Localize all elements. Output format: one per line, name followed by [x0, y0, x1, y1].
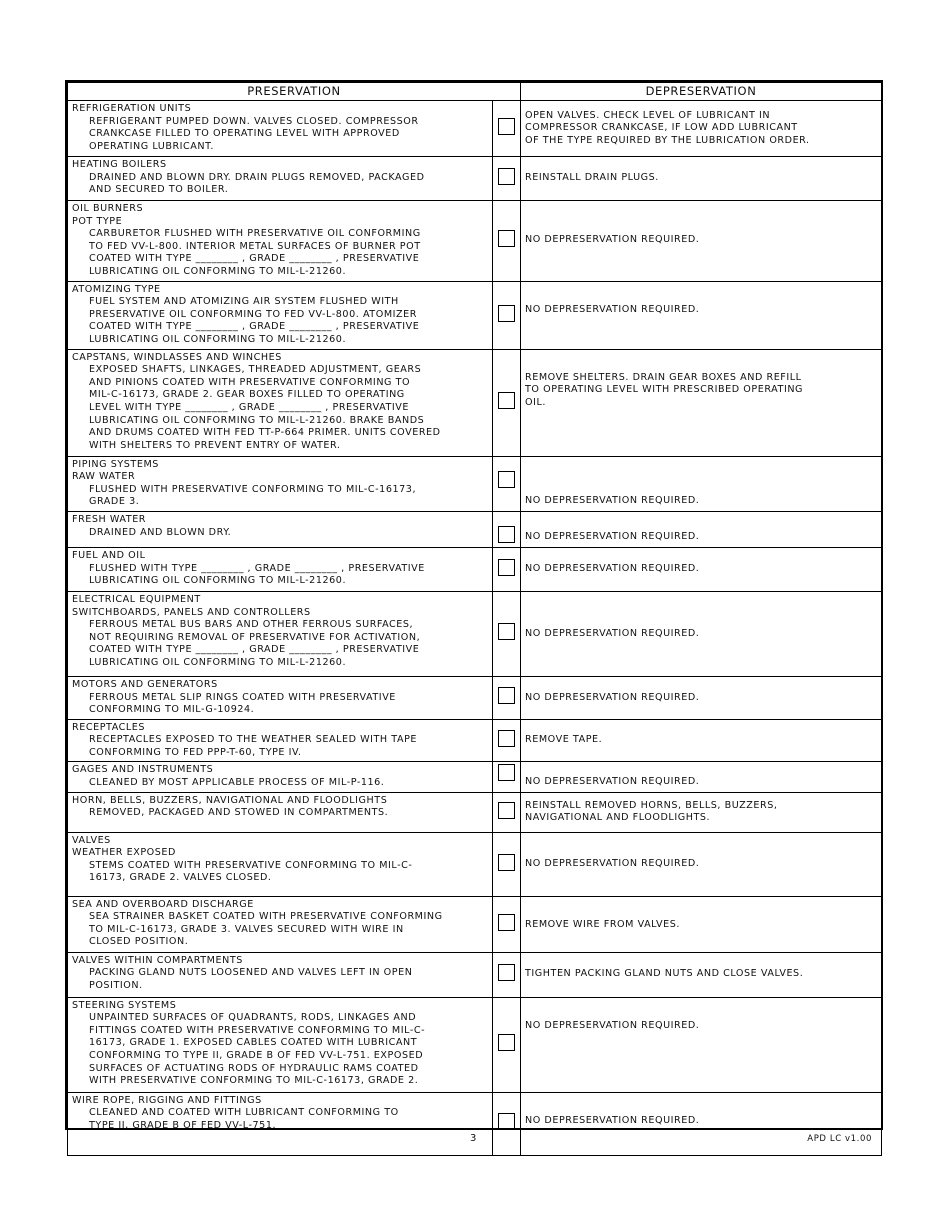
preservation-text: CARBURETOR FLUSHED WITH PRESERVATIVE OIL CONFORMING TO FED VV-L-800. INTERIOR METAL SURFACES OF BURNER POT COATED WITH TYPE ________ , GRADE ________ , PRESERVATIVE LUBRICATING OIL CONFORMING TO MIL-L-21260.: [89, 228, 421, 277]
preservation-cell: [68, 997, 493, 1092]
section-heading: GAGES AND INSTRUMENTS: [72, 764, 214, 776]
completion-checkbox[interactable]: [498, 914, 515, 931]
depreservation-text: NO DEPRESERVATION REQUIRED.: [521, 201, 882, 282]
table-row: [68, 719, 882, 762]
checkbox-cell: [493, 997, 521, 1092]
section-heading: REFRIGERATION UNITS: [72, 103, 192, 114]
checkbox-cell: [493, 591, 521, 676]
table-row: [68, 997, 882, 1092]
completion-checkbox[interactable]: [498, 623, 515, 640]
table-row: [68, 952, 882, 997]
preservation-cell: [68, 101, 493, 157]
section-heading: WIRE ROPE, RIGGING AND FITTINGS: [72, 1094, 262, 1106]
checkbox-cell: [493, 547, 521, 591]
preservation-text: FLUSHED WITH PRESERVATIVE CONFORMING TO MIL-C-16173, GRADE 3.: [89, 483, 417, 508]
preservation-cell: [68, 201, 493, 282]
preservation-text: FLUSHED WITH TYPE ________ , GRADE ________ , PRESERVATIVE LUBRICATING OIL CONFORMING TO MIL-L-21260.: [89, 562, 425, 587]
section-heading: OIL BURNERS: [72, 203, 144, 214]
preservation-text: DRAINED AND BLOWN DRY.: [89, 526, 232, 538]
completion-checkbox[interactable]: [498, 168, 515, 185]
completion-checkbox[interactable]: [498, 1034, 515, 1051]
preservation-text: UNPAINTED SURFACES OF QUADRANTS, RODS, LINKAGES AND FITTINGS COATED WITH PRESERVATIVE CONFORMING TO MIL-C- 16173, GRADE 1. EXPOSED CABLES COATED WITH LUBRICANT CONFORMING TO TYPE II, GRADE B OF FED VV-L-751. EXPOSED SURFACES OF ACTUATING RODS OF HYDRAULIC RAMS COATED WITH PRESERVATIVE CONFORMING TO MIL-C-16173, GRADE 2.: [89, 1012, 426, 1087]
depreservation-text: REMOVE SHELTERS. DRAIN GEAR BOXES AND REFILL TO OPERATING LEVEL WITH PRESCRIBED OPERATING OIL.: [521, 349, 882, 456]
table-row: [68, 896, 882, 952]
preservation-header: PRESERVATION: [68, 83, 521, 101]
completion-checkbox[interactable]: [498, 305, 515, 322]
preservation-text: STEMS COATED WITH PRESERVATIVE CONFORMING TO MIL-C- 16173, GRADE 2. VALVES CLOSED.: [89, 859, 413, 884]
preservation-text: REFRIGERANT PUMPED DOWN. VALVES CLOSED. COMPRESSOR CRANKCASE FILLED TO OPERATING LEVEL WITH APPROVED OPERATING LUBRICANT.: [89, 115, 419, 152]
section-heading: ATOMIZING TYPE: [72, 283, 161, 295]
depreservation-text: NO DEPRESERVATION REQUIRED.: [521, 1092, 882, 1155]
depreservation-text: NO DEPRESERVATION REQUIRED.: [521, 591, 882, 676]
depreservation-text: REMOVE TAPE.: [521, 719, 882, 762]
table-row: [68, 157, 882, 201]
completion-checkbox[interactable]: [498, 1113, 515, 1130]
preservation-form: [65, 80, 883, 1130]
section-heading: PIPING SYSTEMS: [72, 458, 159, 470]
checkbox-cell: [493, 952, 521, 997]
section-heading: SWITCHBOARDS, PANELS AND CONTROLLERS: [72, 606, 311, 618]
depreservation-text: NO DEPRESERVATION REQUIRED.: [521, 456, 882, 511]
completion-checkbox[interactable]: [498, 802, 515, 819]
depreservation-text: TIGHTEN PACKING GLAND NUTS AND CLOSE VALVES.: [521, 952, 882, 997]
preservation-cell: [68, 792, 493, 832]
checkbox-cell: [493, 676, 521, 719]
checkbox-cell: [493, 762, 521, 792]
checkbox-cell: [493, 201, 521, 282]
preservation-text: EXPOSED SHAFTS, LINKAGES, THREADED ADJUSTMENT, GEARS AND PINIONS COATED WITH PRESERVATIVE CONFORMING TO MIL-C-16173, GRADE 2. GEAR BOXES FILLED TO OPERATING LEVEL WITH TYPE ________ , GRADE ________ , PRESERVATIVE LUBRICATING OIL CONFORMING TO MIL-L-21260. BRAKE BANDS AND DRUMS COATED WITH FED TT-P-664 PRIMER. UNITS COVERED WITH SHELTERS TO PREVENT ENTRY OF WATER.: [89, 364, 441, 451]
preservation-cell: [68, 157, 493, 201]
table-row: [68, 792, 882, 832]
table-row: [68, 101, 882, 157]
depreservation-text: REINSTALL DRAIN PLUGS.: [521, 157, 882, 201]
preservation-text: CLEANED AND COATED WITH LUBRICANT CONFORMING TO TYPE II, GRADE B OF FED VV-L-751.: [89, 1107, 399, 1131]
preservation-text: SEA STRAINER BASKET COATED WITH PRESERVATIVE CONFORMING TO MIL-C-16173, GRADE 3. VALVES SECURED WITH WIRE IN CLOSED POSITION.: [89, 911, 443, 948]
depreservation-text: REMOVE WIRE FROM VALVES.: [521, 896, 882, 952]
completion-checkbox[interactable]: [498, 764, 515, 781]
preservation-cell: [68, 762, 493, 792]
table-row: [68, 349, 882, 456]
preservation-cell: [68, 896, 493, 952]
preservation-cell: [68, 349, 493, 456]
preservation-cell: [68, 676, 493, 719]
section-heading: CAPSTANS, WINDLASSES AND WINCHES: [72, 351, 282, 363]
section-heading: HEATING BOILERS: [72, 159, 167, 170]
depreservation-text: NO DEPRESERVATION REQUIRED.: [521, 281, 882, 349]
depreservation-text: NO DEPRESERVATION REQUIRED.: [521, 832, 882, 896]
section-heading: VALVES WITHIN COMPARTMENTS: [72, 954, 243, 966]
section-heading: VALVES: [72, 834, 111, 846]
depreservation-text: REINSTALL REMOVED HORNS, BELLS, BUZZERS, NAVIGATIONAL AND FLOODLIGHTS.: [521, 792, 882, 832]
preservation-cell: [68, 952, 493, 997]
section-heading: MOTORS AND GENERATORS: [72, 678, 218, 690]
checkbox-cell: [493, 281, 521, 349]
table-row: [68, 676, 882, 719]
table-row: [68, 201, 882, 282]
preservation-text: RECEPTACLES EXPOSED TO THE WEATHER SEALED WITH TAPE CONFORMING TO FED PPP-T-60, TYPE IV.: [89, 734, 418, 758]
section-heading: HORN, BELLS, BUZZERS, NAVIGATIONAL AND FLOODLIGHTS: [72, 794, 388, 806]
completion-checkbox[interactable]: [498, 559, 515, 576]
table-row: [68, 511, 882, 547]
completion-checkbox[interactable]: [498, 964, 515, 981]
completion-checkbox[interactable]: [498, 526, 515, 543]
section-heading: POT TYPE: [72, 215, 123, 227]
depreservation-text: NO DEPRESERVATION REQUIRED.: [521, 762, 882, 792]
table-row: [68, 281, 882, 349]
preservation-cell: [68, 281, 493, 349]
form-version: APD LC v1.00: [807, 1134, 872, 1144]
depreservation-text: NO DEPRESERVATION REQUIRED.: [521, 997, 882, 1092]
preservation-text: FUEL SYSTEM AND ATOMIZING AIR SYSTEM FLUSHED WITH PRESERVATIVE OIL CONFORMING TO FED VV-L-800. ATOMIZER COATED WITH TYPE ________ , GRADE ________ , PRESERVATIVE LUBRICATING OIL CONFORMING TO MIL-L-21260.: [89, 296, 420, 345]
checkbox-cell: [493, 1092, 521, 1155]
depreservation-text: NO DEPRESERVATION REQUIRED.: [521, 547, 882, 591]
completion-checkbox[interactable]: [498, 687, 515, 704]
section-heading: ELECTRICAL EQUIPMENT: [72, 593, 201, 605]
depreservation-header: DEPRESERVATION: [521, 83, 882, 101]
preservation-cell: [68, 456, 493, 511]
checkbox-cell: [493, 157, 521, 201]
page-number: 3: [470, 1133, 477, 1144]
preservation-text: FERROUS METAL SLIP RINGS COATED WITH PRESERVATIVE CONFORMING TO MIL-G-10924.: [89, 691, 396, 716]
completion-checkbox[interactable]: [498, 471, 515, 488]
checkbox-cell: [493, 349, 521, 456]
table-row: [68, 547, 882, 591]
preservation-cell: [68, 1092, 493, 1155]
section-heading: FRESH WATER: [72, 513, 147, 525]
completion-checkbox[interactable]: [498, 730, 515, 747]
depreservation-text: NO DEPRESERVATION REQUIRED.: [521, 511, 882, 547]
completion-checkbox[interactable]: [498, 118, 515, 135]
header-row: [68, 83, 882, 101]
table-row: [68, 456, 882, 511]
section-heading: STEERING SYSTEMS: [72, 999, 177, 1011]
completion-checkbox[interactable]: [498, 392, 515, 409]
checkbox-cell: [493, 896, 521, 952]
preservation-text: PACKING GLAND NUTS LOOSENED AND VALVES LEFT IN OPEN POSITION.: [89, 967, 413, 991]
preservation-cell: [68, 511, 493, 547]
preservation-cell: [68, 591, 493, 676]
checkbox-cell: [493, 792, 521, 832]
table-row: [68, 591, 882, 676]
checkbox-cell: [493, 101, 521, 157]
checkbox-cell: [493, 719, 521, 762]
table-row: [68, 832, 882, 896]
checkbox-cell: [493, 832, 521, 896]
section-heading: FUEL AND OIL: [72, 549, 146, 561]
table-row: [68, 762, 882, 792]
preservation-text: FERROUS METAL BUS BARS AND OTHER FERROUS SURFACES, NOT REQUIRING REMOVAL OF PRESERVATIVE FOR ACTIVATION, COATED WITH TYPE ________ , GRADE ________ , PRESERVATIVE LUBRICATING OIL CONFORMING TO MIL-L-21260.: [89, 619, 421, 668]
preservation-cell: [68, 719, 493, 762]
section-heading: RECEPTACLES: [72, 721, 146, 733]
preservation-cell: [68, 547, 493, 591]
completion-checkbox[interactable]: [498, 230, 515, 247]
preservation-text: DRAINED AND BLOWN DRY. DRAIN PLUGS REMOVED, PACKAGED AND SECURED TO BOILER.: [89, 171, 425, 196]
preservation-text: CLEANED BY MOST APPLICABLE PROCESS OF MIL-P-116.: [89, 777, 385, 789]
preservation-cell: [68, 832, 493, 896]
depreservation-text: OPEN VALVES. CHECK LEVEL OF LUBRICANT IN COMPRESSOR CRANKCASE, IF LOW ADD LUBRICANT OF THE TYPE REQUIRED BY THE LUBRICATION ORDER.: [521, 101, 882, 157]
completion-checkbox[interactable]: [498, 854, 515, 871]
checkbox-cell: [493, 511, 521, 547]
section-heading: SEA AND OVERBOARD DISCHARGE: [72, 898, 254, 910]
depreservation-text: NO DEPRESERVATION REQUIRED.: [521, 676, 882, 719]
preservation-text: REMOVED, PACKAGED AND STOWED IN COMPARTMENTS.: [89, 807, 389, 819]
section-heading: RAW WATER: [72, 471, 136, 483]
preservation-table: [67, 82, 882, 1156]
section-heading: WEATHER EXPOSED: [72, 847, 176, 859]
checkbox-cell: [493, 456, 521, 511]
table-row: [68, 1092, 882, 1155]
